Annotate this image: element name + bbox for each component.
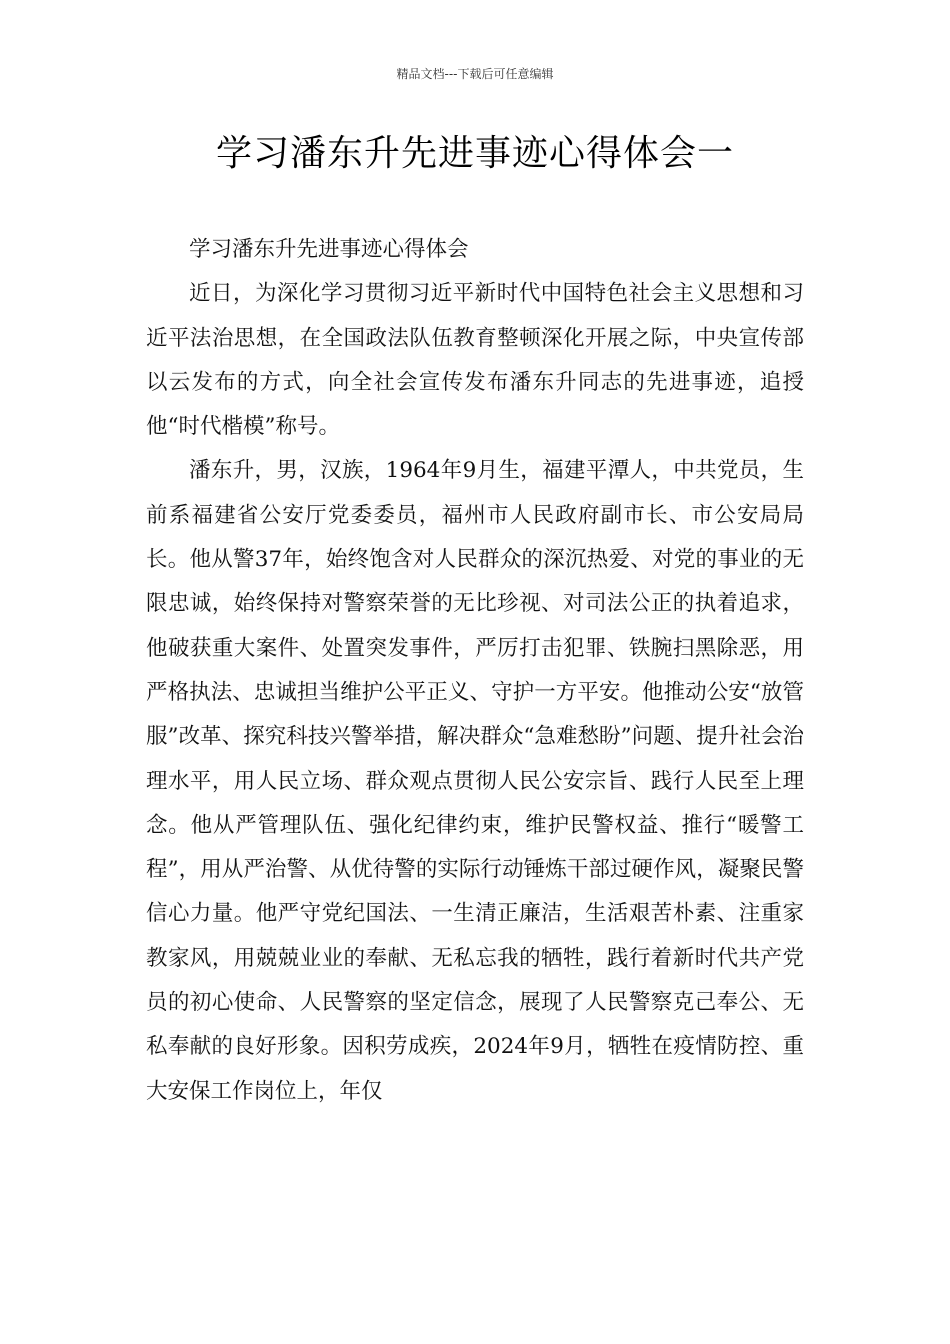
document-body bbox=[146, 228, 804, 1114]
page-header: 精品文档---下载后可任意编辑 bbox=[396, 67, 554, 81]
paragraph-biography: 潘东升，男，汉族，1964年9月生，福建平潭人，中共党员，生前系福建省公安厅党委委员，福州市人民政府副市长、市公安局局长。他从警37年，始终饱含对人民群众的深沉热爱、对党的事业的无限忠诚，始终保持对警察荣誉的无比珍视、对司法公正的执着追求，他破获重大案件、处置突发事件，严厉打击犯罪、铁腕扫黑除恶，用严格执法、忠诚担当维护公平正义、守护一方平安。他推动公安“放管服”改革、探究科技兴警举措，解决群众“急难愁盼”问题、提升社会治理水平，用人民立场、群众观点贯彻人民公安宗旨、践行人民至上理念。他从严管理队伍、强化纪律约束，维护民警权益、推行“暖警工程”，用从严治警、从优待警的实际行动锤炼干部过硬作风，凝聚民警信心力量。他严守党纪国法、一生清正廉洁，生活艰苦朴素、注重家教家风，用兢兢业业的奉献、无私忘我的牺牲，践行着新时代共产党员的初心使命、人民警察的坚定信念，展现了人民警察克己奉公、无私奉献的良好形象。因积劳成疾，2024年9月，牺牲在疫情防控、重大安保工作岗位上，年仅 bbox=[146, 458, 804, 1104]
paragraph-intro: 近日，为深化学习贯彻习近平新时代中国特色社会主义思想和习近平法治思想，在全国政法队伍教育整顿深化开展之际，中央宣传部以云发布的方式，向全社会宣传发布潘东升同志的先进事迹，追授他“时代楷模”称号。 bbox=[146, 281, 804, 440]
document-title: 学习潘东升先进事迹心得体会一 bbox=[215, 133, 734, 174]
paragraph-subtitle: 学习潘东升先进事迹心得体会 bbox=[189, 237, 469, 262]
